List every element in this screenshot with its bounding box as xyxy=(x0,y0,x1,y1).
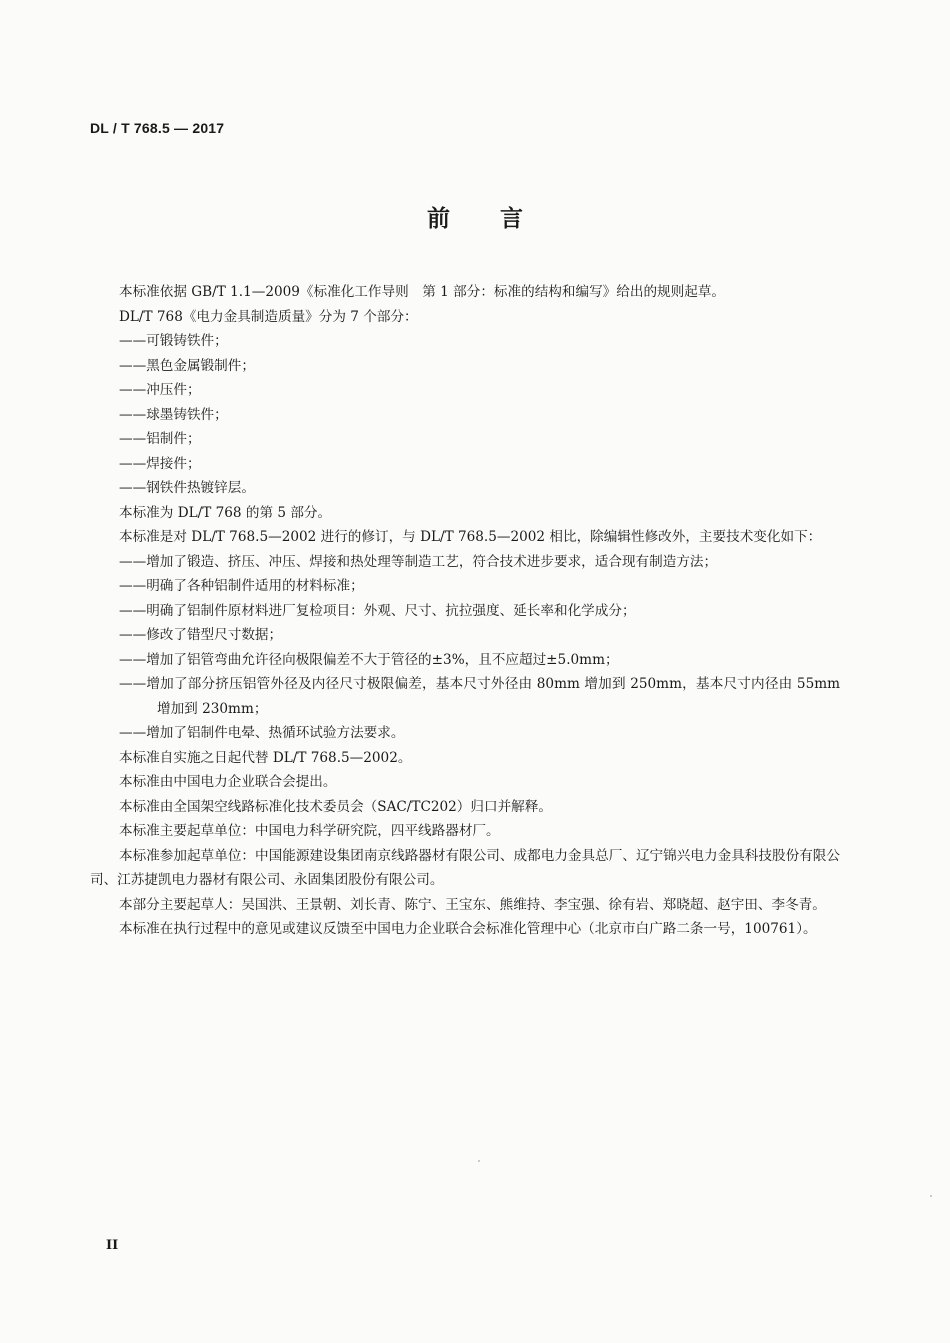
standard-code: DL / T 768.5 — 2017 xyxy=(90,120,225,136)
list-item: ——焊接件； xyxy=(119,455,201,472)
list-item: ——明确了铝制件原材料进厂复检项目：外观、尺寸、抗拉强度、延长率和化学成分； xyxy=(119,602,636,619)
scan-speck xyxy=(478,1160,480,1162)
list-item: ——铝制件； xyxy=(119,431,201,447)
list-item: ——增加了锻造、挤压、冲压、焊接和热处理等制造工艺，符合技术进步要求，适合现有制造方法； xyxy=(119,553,718,570)
body-paragraph: 本标准自实施之日起代替 DL/T 768.5—2002。 xyxy=(119,749,412,766)
body-paragraph: 本标准由中国电力企业联合会提出。 xyxy=(119,774,337,790)
body-paragraph: 本标准在执行过程中的意见或建议反馈至中国电力企业联合会标准化管理中心（北京市白广路二条一号，100761）。 xyxy=(119,921,817,937)
list-item: ——球墨铸铁件； xyxy=(119,406,228,423)
list-item: ——增加了铝制件电晕、热循环试验方法要求。 xyxy=(119,725,405,741)
body-paragraph: 本标准参加起草单位：中国能源建设集团南京线路器材有限公司、成都电力金具总厂、辽宁锦兴电力金具科技股份有限公司、江苏捷凯电力器材有限公司、永固集团股份有限公司。 xyxy=(90,847,840,888)
body-paragraph: DL/T 768《电力金具制造质量》分为 7 个部分： xyxy=(119,308,418,325)
foreword-body xyxy=(90,280,840,942)
body-paragraph: 本标准由全国架空线路标准化技术委员会（SAC/TC202）归口并解释。 xyxy=(119,798,552,815)
list-item: ——钢铁件热镀锌层。 xyxy=(119,480,255,496)
list-item: ——明确了各种铝制件适用的材料标准； xyxy=(119,578,364,594)
scan-speck xyxy=(930,1195,932,1197)
body-paragraph: 本部分主要起草人：吴国洪、王景朝、刘长青、陈宁、王宝东、熊维持、李宝强、徐有岩、郑晓超、赵宇田、李冬青。 xyxy=(119,896,826,913)
list-item: ——增加了铝管弯曲允许径向极限偏差不大于管径的±3%，且不应超过±5.0mm； xyxy=(119,651,619,668)
list-item: ——增加了部分挤压铝管外径及内径尺寸极限偏差，基本尺寸外径由 80mm 增加到 250mm，基本尺寸内径由 55mm 增加到 230mm； xyxy=(119,676,840,717)
list-item: ——可锻铸铁件； xyxy=(119,333,228,349)
list-item: ——黑色金属锻制件； xyxy=(119,357,255,374)
body-paragraph: 本标准主要起草单位：中国电力科学研究院，四平线路器材厂。 xyxy=(119,823,500,839)
list-item: ——冲压件； xyxy=(119,382,201,398)
body-paragraph: 本标准为 DL/T 768 的第 5 部分。 xyxy=(119,504,332,521)
body-paragraph: 本标准依据 GB/T 1.1—2009《标准化工作导则 第 1 部分：标准的结构和编写》给出的规则起草。 xyxy=(119,284,726,300)
page-title: 前言 xyxy=(427,206,573,232)
list-item: ——修改了错型尺寸数据； xyxy=(119,627,283,643)
page-number: II xyxy=(106,1238,119,1253)
body-paragraph: 本标准是对 DL/T 768.5—2002 进行的修订，与 DL/T 768.5—2002 相比，除编辑性修改外，主要技术变化如下： xyxy=(119,529,822,545)
